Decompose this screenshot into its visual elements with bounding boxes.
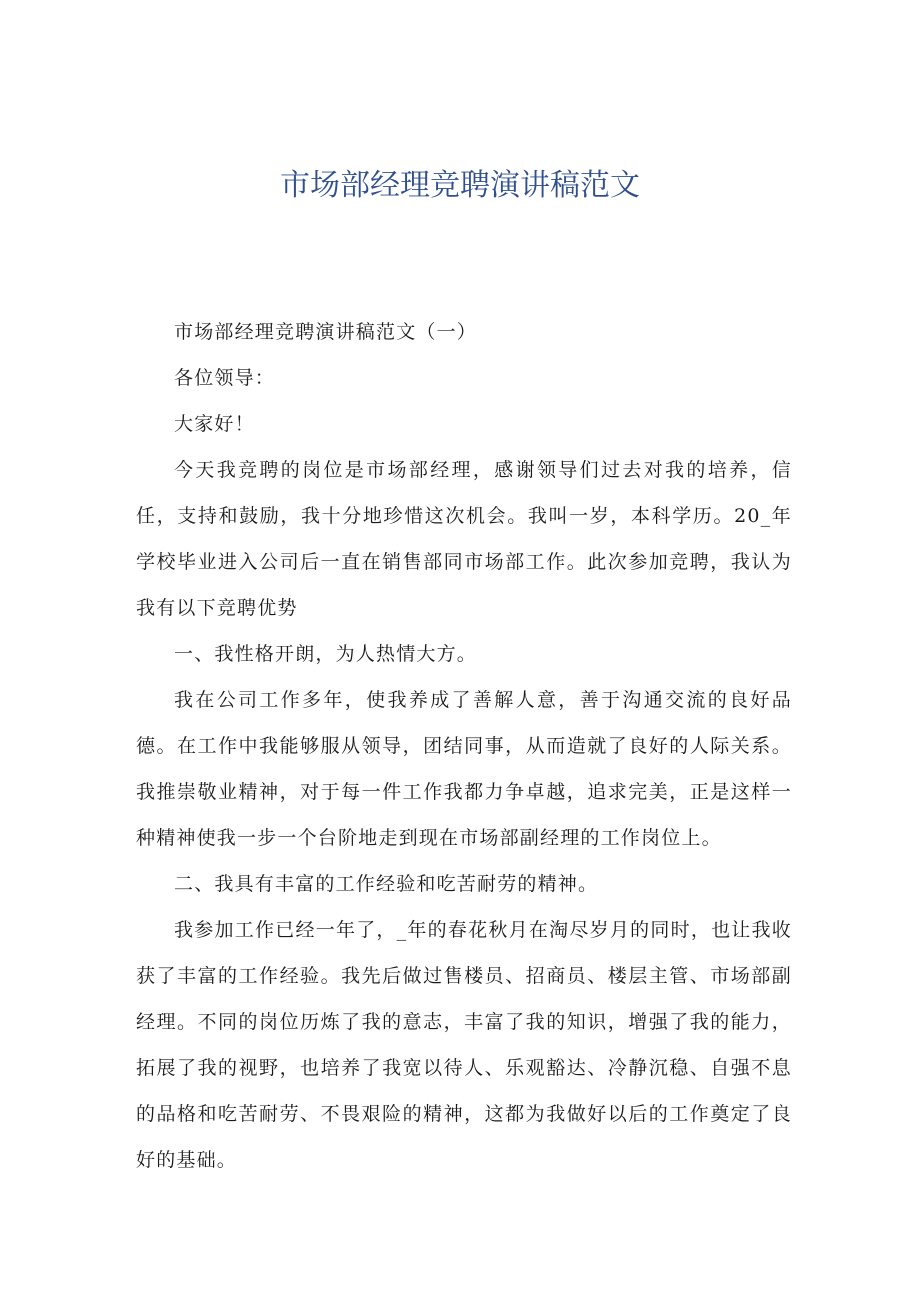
greeting: 大家好！ [174,413,255,435]
document-title: 市场部经理竞聘演讲稿范文 [280,168,640,203]
point-heading: 二、我具有丰富的工作经验和吃苦耐劳的精神。 [174,873,599,895]
salutation: 各位领导： [174,367,276,389]
document-body [136,309,792,1183]
paragraph: 我在公司工作多年，使我养成了善解人意，善于沟通交流的良好品德。在工作中我能够服从领导，团结同事，从而造就了良好的人际关系。我推崇敬业精神，对于每一件工作我都力争卓越，追求完美，正是这样一种精神使我一步一个台阶地走到现在市场部副经理的工作岗位上。 [136,689,792,849]
point-heading: 一、我性格开朗，为人热情大方。 [174,643,478,665]
section-heading: 市场部经理竞聘演讲稿范文（一） [174,321,478,343]
paragraph: 今天我竞聘的岗位是市场部经理，感谢领导们过去对我的培养，信任，支持和鼓励，我十分地珍惜这次机会。我叫一岁，本科学历。20_年学校毕业进入公司后一直在销售部同市场部工作。此次参加竞聘，我认为我有以下竞聘优势 [136,459,792,619]
paragraph: 我参加工作已经一年了，_年的春花秋月在淘尽岁月的同时，也让我收获了丰富的工作经验。我先后做过售楼员、招商员、楼层主管、市场部副经理。不同的岗位历炼了我的意志，丰富了我的知识，增强了我的能力，拓展了我的视野，也培养了我宽以待人、乐观豁达、冷静沉稳、自强不息的品格和吃苦耐劳、不畏艰险的精神，这都为我做好以后的工作奠定了良好的基础。 [136,919,792,1171]
